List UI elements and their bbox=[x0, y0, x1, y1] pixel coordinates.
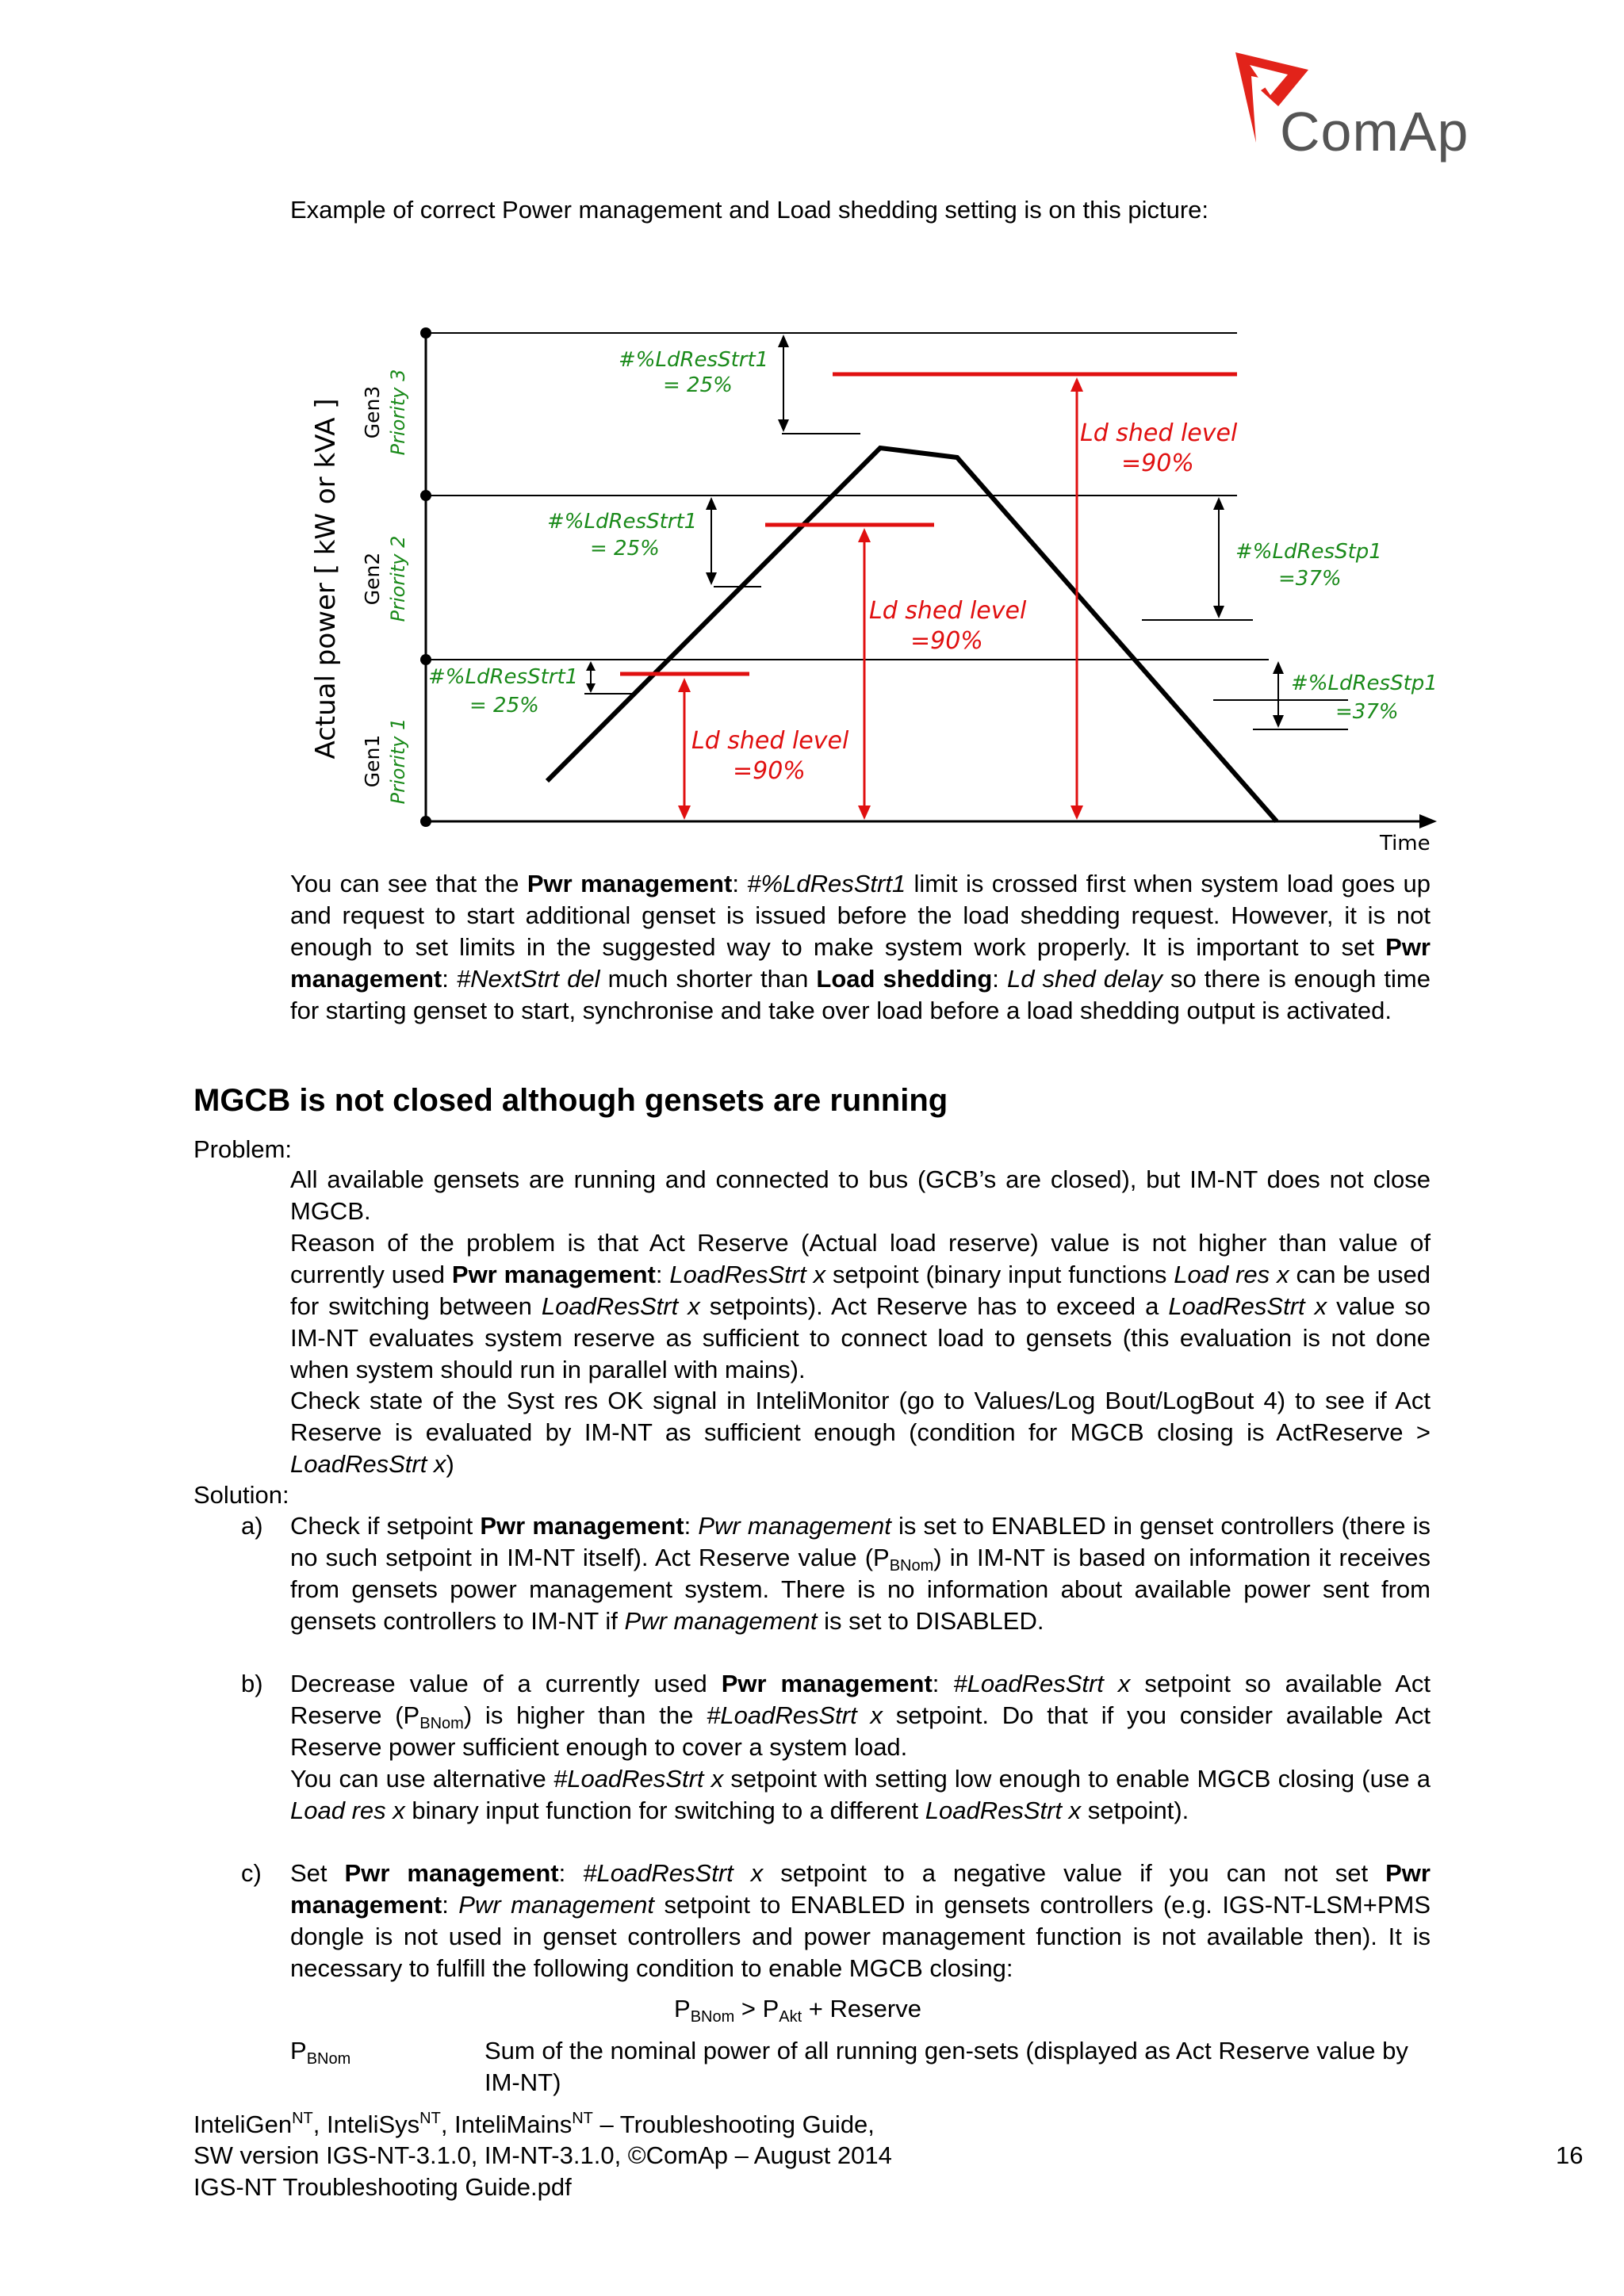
solution-c-marker: c) bbox=[241, 1859, 262, 1887]
shed-label-1-name: Ld shed level bbox=[691, 727, 849, 755]
x-axis-arrow bbox=[1419, 814, 1437, 828]
shed-label-2-value: =90% bbox=[910, 627, 983, 655]
problem-paragraph-2: Reason of the problem is that Act Reserve (Actual load reserve) value is not higher than value of currently used Pwr management: LoadResStrt x setpoint (binary input functions Load res x can be used for switching between LoadResStrt x setpoints). Act Reserve has to exceed a LoadResStrt x value so IM-NT evaluates system reserve as sufficient to connect load to gensets (this evaluation is not done when system should run in parallel with mains). bbox=[290, 1229, 1431, 1383]
definition-text: Sum of the nominal power of all running gen-sets (displayed as Act Reserve value by IM-NT) bbox=[485, 2037, 1408, 2096]
start-label-1-value: = 25% bbox=[469, 694, 539, 718]
gen2-priority: Priority 2 bbox=[387, 535, 409, 622]
solution-b-text: Decrease value of a currently used Pwr management: #LoadResStrt x setpoint so available Act Reserve $(P_{BNom})$ is higher than the #LoadResStrt x setpoint. Do that if you consider available Act Reserve power sufficient enough to cover a system load. bbox=[290, 1670, 1431, 1761]
solution-label: Solution: bbox=[193, 1481, 289, 1509]
logo-text: ComAp bbox=[1280, 101, 1469, 163]
y-axis-label: Actual power [ kW or kVA ] bbox=[310, 398, 342, 760]
section-heading: MGCB is not closed although gensets are running bbox=[193, 1083, 948, 1118]
gen1-label: Gen1 bbox=[361, 734, 384, 788]
gen3-label: Gen3 bbox=[361, 385, 384, 439]
start-label-2-name: #%LdResStrt1 bbox=[547, 510, 698, 534]
start-label-2-value: = 25% bbox=[590, 537, 660, 561]
origin-dot bbox=[420, 816, 431, 827]
footer-line-3: IGS-NT Troubleshooting Guide.pdf bbox=[193, 2173, 572, 2201]
shed-label-3-name: Ld shed level bbox=[1080, 419, 1238, 447]
stop-label-2-name: #%LdResStp1 bbox=[1235, 540, 1382, 564]
band-dot-1 bbox=[420, 654, 431, 665]
start-label-1-name: #%LdResStrt1 bbox=[428, 665, 579, 689]
solution-a-text: Check if setpoint Pwr management: Pwr management is set to ENABLED in genset controllers (there is no such setpoint in IM-NT itself). Act Reserve value $(P_{BNom})$ in IM-NT is based on information it receives from gensets power management system. There is no information about available power sent from gensets controllers to IM-NT if Pwr management is set to DISABLED. bbox=[290, 1512, 1431, 1635]
power-management-diagram bbox=[301, 313, 1451, 868]
start-label-3-name: #%LdResStrt1 bbox=[619, 348, 769, 372]
page-number: 16 bbox=[1556, 2141, 1584, 2169]
company-logo bbox=[1229, 48, 1475, 166]
gen1-priority: Priority 1 bbox=[387, 718, 409, 805]
problem-label: Problem: bbox=[193, 1135, 293, 1163]
solution-b-marker: b) bbox=[241, 1670, 263, 1697]
gen2-label: Gen2 bbox=[361, 552, 384, 606]
gen3-priority: Priority 3 bbox=[387, 369, 409, 456]
shed-label-1-value: =90% bbox=[733, 757, 806, 785]
problem-paragraph-3: Check state of the Syst res OK signal in InteliMonitor (go to Values/Log Bout/LogBout 4) to see if Act Reserve is evaluated by IM-NT as sufficient enough (condition for MGCB closing is ActReserve > LoadResStrt x) bbox=[290, 1387, 1431, 1478]
problem-paragraph-1: All available gensets are running and connected to bus (GCB’s are closed), but IM-NT does not close MGCB. bbox=[290, 1165, 1431, 1225]
intro-paragraph: Example of correct Power management and Load shedding setting is on this picture: bbox=[290, 196, 1208, 224]
formula: $P_{BNom} > P_{Akt}$ + Reserve bbox=[674, 1995, 921, 2026]
stop-label-1-name: #%LdResStp1 bbox=[1291, 672, 1438, 695]
band-dot-2 bbox=[420, 490, 431, 501]
definition-term: $P_{BNom}$ bbox=[290, 2037, 351, 2068]
shed-label-3-value: =90% bbox=[1121, 450, 1194, 477]
x-axis-label: Time bbox=[1380, 832, 1431, 855]
solution-c-text: Set Pwr management: #LoadResStrt x setpoint to a negative value if you can not set Pwr management: Pwr management setpoint to ENABLED in gensets controllers (e.g. IGS-NT-LSM+PMS dongle is not used in genset controllers and power management function is not available then). It is necessary to fulfill the following condition to enable MGCB closing: bbox=[290, 1859, 1431, 1982]
explanation-paragraph: You can see that the Pwr management: #%LdResStrt1 limit is crossed first when system load goes up and request to start additional genset is issued before the load shedding request. However, it is not enough to set limits in the suggested way to make system work properly. It is important to set Pwr management: #NextStrt del much shorter than Load shedding: Ld shed delay so there is enough time for starting genset to start, synchronise and take over load before a load shedding output is activated. bbox=[290, 870, 1431, 1024]
solution-a-marker: a) bbox=[241, 1512, 263, 1540]
footer-line-1: InteliGen$^{NT}$, InteliSys$^{NT}$, InteliMains$^{NT}$ – Troubleshooting Guide, bbox=[193, 2110, 875, 2138]
diagram-svg bbox=[301, 313, 1451, 868]
shed-label-2-name: Ld shed level bbox=[869, 597, 1027, 625]
solution-b-continuation: You can use alternative #LoadResStrt x setpoint with setting low enough to enable MGCB closing (use a Load res x binary input function for switching to a different LoadResStrt x setpoint). bbox=[290, 1765, 1431, 1824]
stop-label-1-value: =37% bbox=[1335, 700, 1399, 724]
start-label-3-value: = 25% bbox=[663, 373, 733, 397]
stop-label-2-value: =37% bbox=[1278, 567, 1342, 591]
footer-line-2: SW version IGS-NT-3.1.0, IM-NT-3.1.0, ©ComAp – August 2014 bbox=[193, 2141, 892, 2169]
band-dot-3 bbox=[420, 327, 431, 339]
